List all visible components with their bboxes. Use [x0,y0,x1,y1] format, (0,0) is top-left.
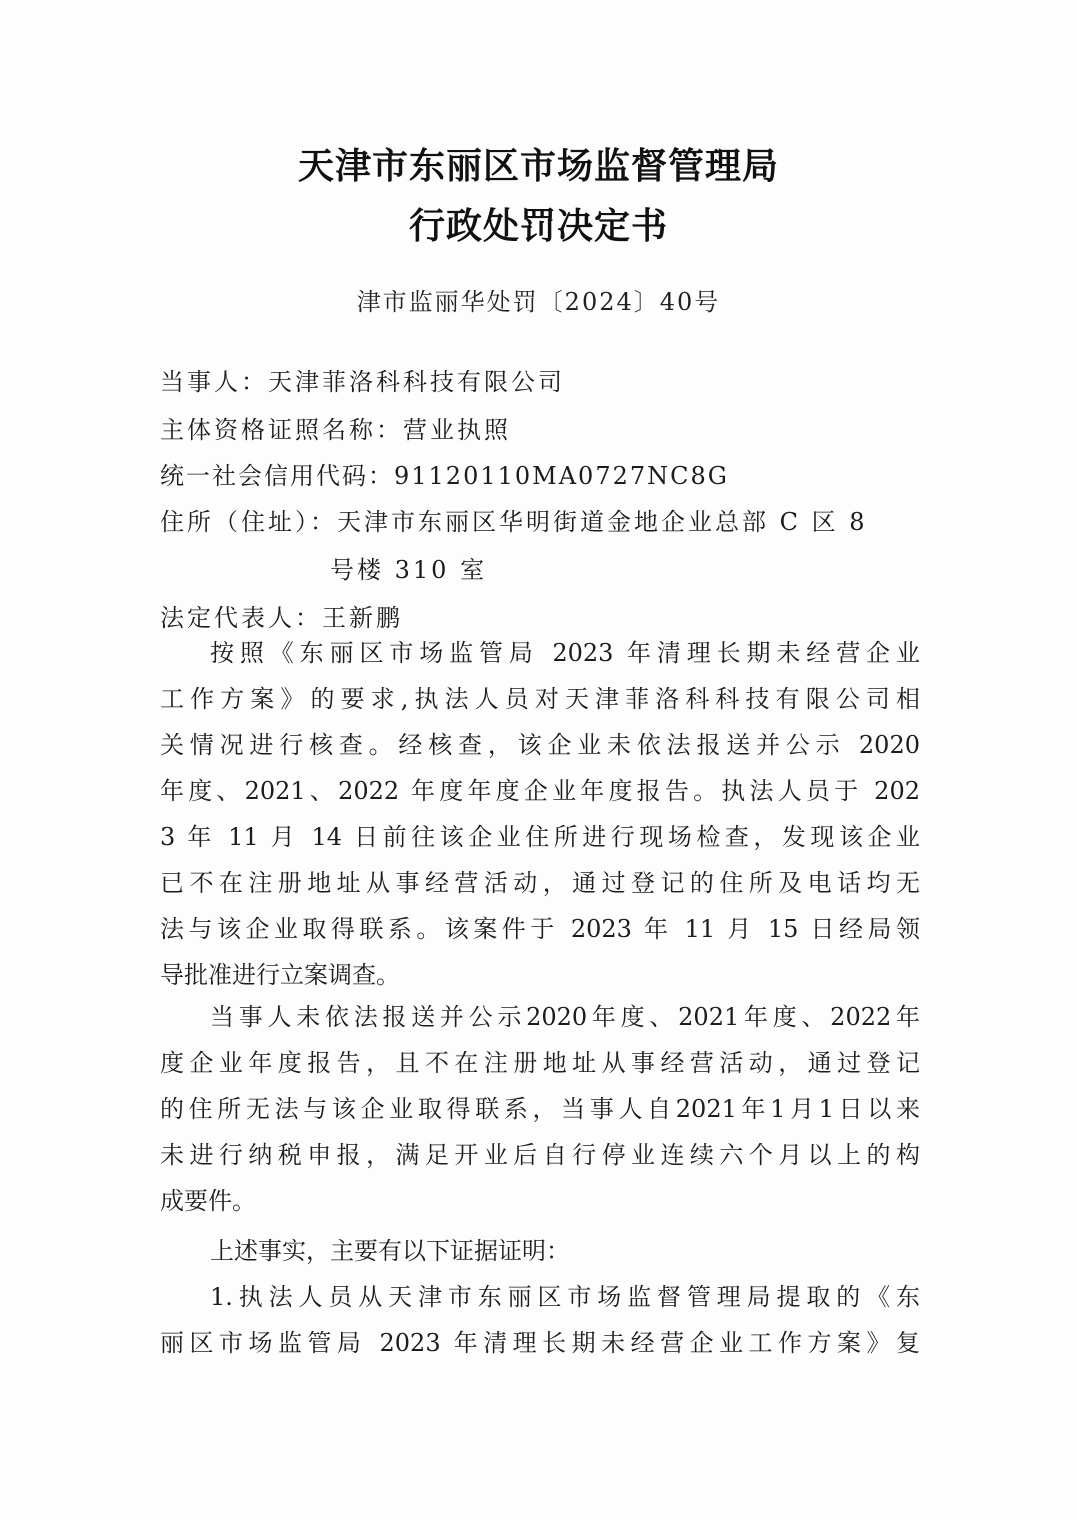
paragraph-line: 上述事实，主要有以下证据证明： [210,1237,570,1265]
paragraph-violation-facts [160,994,920,1224]
paragraph-line: 年度、2021、2022 年度年度企业年度报告。执法人员于 202 [160,777,920,805]
paragraph-line: 按照《东丽区市场监管局 2023 年清理长期未经营企业 [210,639,920,667]
paragraph-line: 法与该企业取得联系。该案件于 2023 年 11 月 15 日经局领 [160,915,920,943]
paragraph-line: 当事人未依法报送并公示2020年度、2021年度、2022年 [210,1003,920,1031]
document-number: 津市监丽华处罚〔2024〕40号 [356,288,721,316]
field-license-name: 主体资格证照名称：营业执照 [160,416,511,444]
paragraph-line: 已不在注册地址从事经营活动，通过登记的住所及电话均无 [160,869,920,897]
paragraph-evidence-intro [160,1228,920,1274]
paragraph-line: 导批准进行立案调查。 [160,961,400,989]
paragraph-line: 1.执法人员从天津市东丽区市场监督管理局提取的《东 [210,1283,920,1311]
paragraph-line: 度企业年度报告，且不在注册地址从事经营活动，通过登记 [160,1049,920,1077]
document-title-agency: 天津市东丽区市场监督管理局 [297,146,779,187]
paragraph-line: 关情况进行核查。经核查，该企业未依法报送并公示 2020 [160,731,920,759]
paragraph-line: 工作方案》的要求,执法人员对天津菲洛科科技有限公司相 [160,685,920,713]
paragraph-evidence-item-1 [160,1274,920,1366]
paragraph-line: 3 年 11 月 14 日前往该企业住所进行现场检查，发现该企业 [160,823,920,851]
field-credit-code: 统一社会信用代码：91120110MA0727NC8G [160,462,729,490]
paragraph-line: 成要件。 [160,1187,256,1215]
paragraph-line: 未进行纳税申报，满足开业后自行停业连续六个月以上的构 [160,1141,920,1169]
field-address-line1: 住所（住址）：天津市东丽区华明街道金地企业总部 C 区 8 [160,508,868,536]
paragraph-case-background [160,630,920,998]
document-title-type: 行政处罚决定书 [408,206,668,247]
field-party: 当事人：天津菲洛科科技有限公司 [160,368,565,396]
paragraph-line: 丽区市场监管局 2023 年清理长期未经营企业工作方案》复 [160,1329,920,1357]
field-address-line2: 号楼 310 室 [330,556,488,584]
field-legal-representative: 法定代表人：王新鹏 [160,604,403,632]
paragraph-line: 的住所无法与该企业取得联系，当事人自2021年1月1日以来 [160,1095,920,1123]
